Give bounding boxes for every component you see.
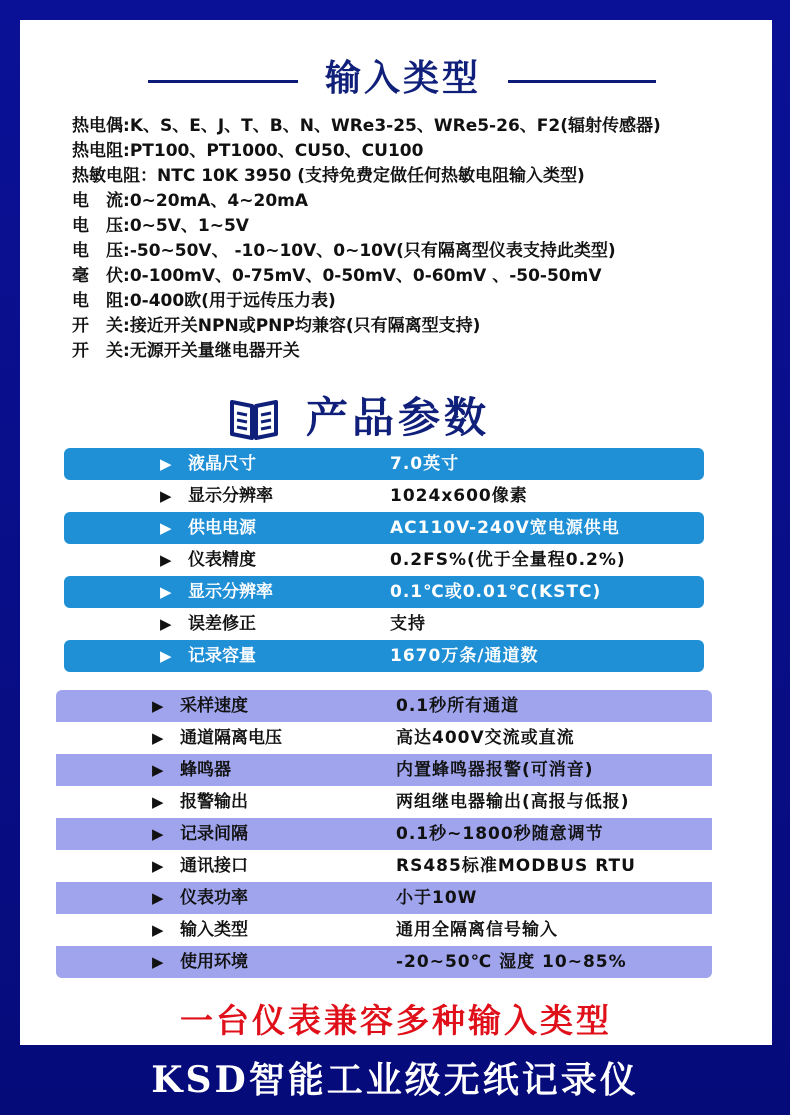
bullet-arrow-icon: ▶: [152, 825, 164, 843]
input-type-row: [72, 114, 762, 139]
bullet-arrow-icon: ▶: [160, 583, 172, 601]
param-row: [56, 882, 712, 914]
param-value: 两组继电器输出(高报与低报): [396, 792, 630, 812]
param-name: 采样速度: [180, 696, 248, 716]
param-name: 显示分辨率: [188, 486, 273, 506]
bullet-arrow-icon: ▶: [152, 889, 164, 907]
input-type-row: [72, 164, 762, 189]
params-table-primary: [64, 448, 704, 672]
param-name: 供电电源: [188, 518, 256, 538]
param-row: [64, 512, 704, 544]
bullet-arrow-icon: ▶: [160, 551, 172, 569]
input-type-row: [72, 339, 762, 364]
param-row: [56, 914, 712, 946]
bullet-arrow-icon: ▶: [152, 921, 164, 939]
input-type-row: [72, 289, 762, 314]
input-type-title: 输入类型: [324, 58, 481, 99]
input-type-value: K、S、E、J、T、B、N、WRe3-25、WRe5-26、F2(辐射传感器): [129, 116, 661, 136]
param-value: 高达400V交流或直流: [396, 728, 575, 748]
product-params-heading: [228, 388, 568, 448]
input-type-label: 开 关:: [72, 341, 130, 361]
param-row: [64, 640, 704, 672]
input-type-label: 电 阻:: [72, 291, 130, 311]
param-value: -20~50℃ 湿度 10~85%: [396, 952, 627, 972]
param-row: [64, 480, 704, 512]
param-name: 显示分辨率: [188, 582, 273, 602]
param-value: 0.2FS%(优于全量程0.2%): [390, 550, 626, 570]
param-row: [64, 544, 704, 576]
bullet-arrow-icon: ▶: [160, 487, 172, 505]
input-type-value: 0-100mV、0-75mV、0-50mV、0-60mV 、-50-50mV: [129, 266, 602, 286]
input-type-value: 无源开关量继电器开关: [129, 341, 300, 361]
param-name: 记录间隔: [180, 824, 248, 844]
heading-rule-left: [148, 80, 298, 83]
param-row: [56, 722, 712, 754]
param-value: 1024x600像素: [390, 486, 528, 506]
param-name: 蜂鸣器: [180, 760, 231, 780]
input-type-value: PT100、PT1000、CU50、CU100: [129, 141, 424, 161]
param-name: 误差修正: [188, 614, 256, 634]
input-type-value: 0~5V、1~5V: [129, 216, 249, 236]
input-type-value: NTC 10K 3950 (支持免费定做任何热敏电阻输入类型): [157, 166, 585, 186]
param-value: 0.1秒~1800秒随意调节: [396, 824, 604, 844]
bullet-arrow-icon: ▶: [152, 793, 164, 811]
param-value: AC110V-240V宽电源供电: [390, 518, 620, 538]
heading-rule-right: [508, 80, 656, 83]
param-row: [64, 576, 704, 608]
input-type-label: 热电偶:: [72, 116, 130, 136]
footer-product-name: KSD智能工业级无纸记录仪: [151, 1059, 639, 1101]
input-type-row: [72, 189, 762, 214]
bullet-arrow-icon: ▶: [160, 647, 172, 665]
param-name: 通讯接口: [180, 856, 248, 876]
input-type-label: 电 流:: [72, 191, 130, 211]
param-row: [56, 786, 712, 818]
input-type-label: 热电阻:: [72, 141, 130, 161]
input-type-row: [72, 239, 762, 264]
param-row: [64, 448, 704, 480]
input-type-row: [72, 139, 762, 164]
param-value: 7.0英寸: [390, 454, 460, 474]
param-row: [56, 850, 712, 882]
bullet-arrow-icon: ▶: [160, 455, 172, 473]
param-name: 报警输出: [180, 792, 248, 812]
param-value: 支持: [390, 614, 426, 634]
input-type-row: [72, 314, 762, 339]
bullet-arrow-icon: ▶: [152, 761, 164, 779]
params-table-secondary: [56, 690, 712, 978]
input-type-label: 电 压:: [72, 216, 130, 236]
param-value: 小于10W: [396, 888, 478, 908]
param-value: 0.1℃或0.01℃(KSTC): [390, 582, 602, 602]
input-type-value: 接近开关NPN或PNP均兼容(只有隔离型支持): [129, 316, 481, 336]
param-name: 通道隔离电压: [180, 728, 282, 748]
param-name: 输入类型: [180, 920, 248, 940]
param-row: [56, 946, 712, 978]
param-name: 液晶尺寸: [188, 454, 256, 474]
param-value: 通用全隔离信号输入: [396, 920, 558, 940]
bullet-arrow-icon: ▶: [152, 953, 164, 971]
input-type-heading: [20, 50, 772, 102]
bullet-arrow-icon: ▶: [160, 519, 172, 537]
param-name: 使用环境: [180, 952, 248, 972]
param-row: [56, 818, 712, 850]
param-value: RS485标准MODBUS RTU: [396, 856, 636, 876]
param-row: [56, 754, 712, 786]
input-type-label: 开 关:: [72, 316, 130, 336]
input-type-label: 电 压:: [72, 241, 130, 261]
input-type-list: [72, 114, 762, 364]
slogan: 一台仪表兼容多种输入类型: [180, 1001, 612, 1040]
bullet-arrow-icon: ▶: [152, 729, 164, 747]
input-type-row: [72, 264, 762, 289]
input-type-value: 0-400欧(用于远传压力表): [129, 291, 336, 311]
bullet-arrow-icon: ▶: [160, 615, 172, 633]
bullet-arrow-icon: ▶: [152, 857, 164, 875]
param-name: 记录容量: [188, 646, 256, 666]
param-name: 仪表功率: [180, 888, 248, 908]
param-row: [56, 690, 712, 722]
input-type-label: 毫 伏:: [72, 266, 130, 286]
param-value: 0.1秒所有通道: [396, 696, 520, 716]
input-type-value: -50~50V、 -10~10V、0~10V(只有隔离型仪表支持此类型): [129, 241, 616, 261]
input-type-label: 热敏电阻：: [72, 166, 157, 186]
param-value: 1670万条/通道数: [390, 646, 539, 666]
param-value: 内置蜂鸣器报警(可消音): [396, 760, 594, 780]
input-type-row: [72, 214, 762, 239]
product-params-title: 产品参数: [306, 393, 491, 442]
bullet-arrow-icon: ▶: [152, 697, 164, 715]
open-book-icon: [228, 396, 280, 440]
param-name: 仪表精度: [188, 550, 256, 570]
poster-sheet: [20, 20, 772, 1045]
input-type-value: 0~20mA、4~20mA: [129, 191, 309, 211]
param-row: [64, 608, 704, 640]
